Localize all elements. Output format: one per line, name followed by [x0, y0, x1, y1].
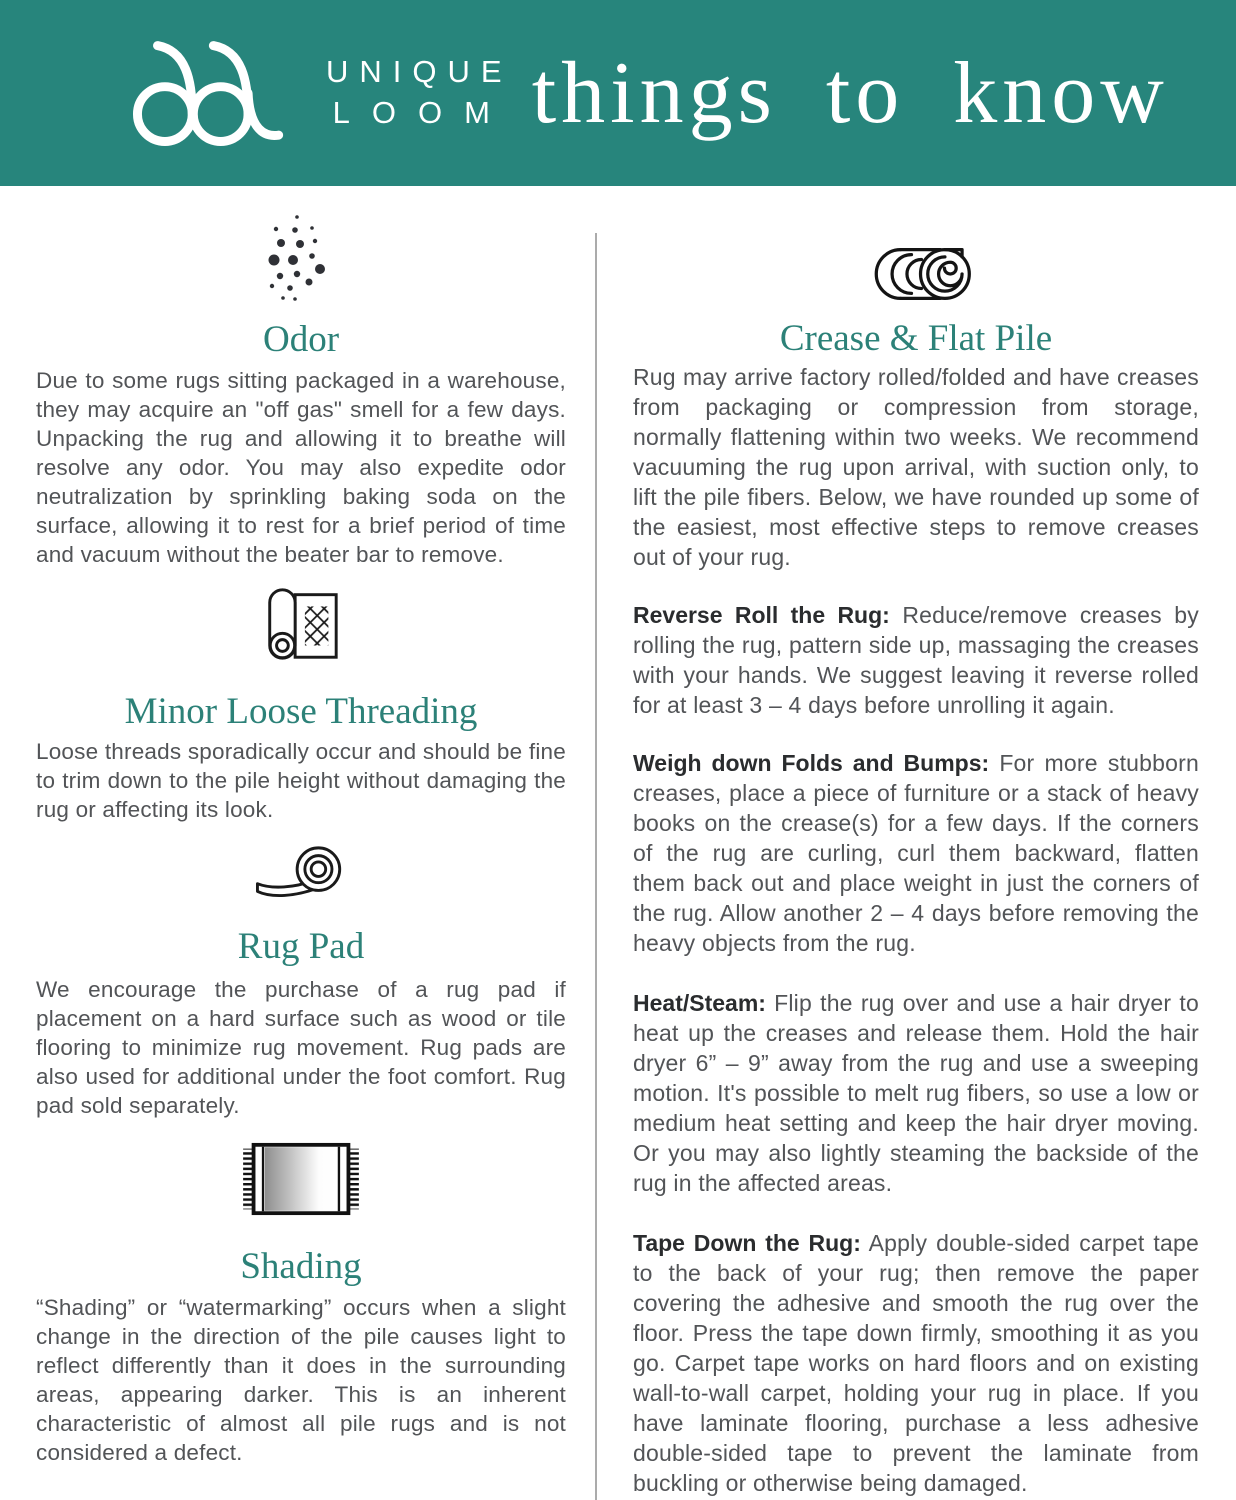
tip-reverse-roll: [633, 600, 1199, 720]
tip-tape-down: [633, 1228, 1199, 1498]
shaded-rug-icon: [239, 1142, 363, 1216]
unrolling-rug-icon: [261, 581, 341, 667]
shading-heading: Shading: [240, 1246, 362, 1287]
page-title: things to know: [531, 44, 1169, 142]
section-rug-pad: [36, 844, 566, 1120]
section-odor: [36, 213, 566, 569]
rug-pad-heading: Rug Pad: [237, 926, 365, 967]
brand-line1: UNIQUE: [326, 54, 513, 90]
tip-weigh-down-text: For more stubborn creases, place a piece of furniture or a stack of heavy books on the crease(s) for a few days. If the corners of the rug are curling, curl them backward, flatten them back out and place weight in just the corners of the rug. Allow another 2 – 4 days before removing the heavy objects from the rug.: [633, 750, 1199, 956]
left-column: [36, 186, 566, 1500]
tip-heat-steam: [633, 988, 1199, 1198]
brand-lockup: [108, 34, 513, 152]
shading-body: “Shading” or “watermarking” occurs when a slight change in the direction of the pile causes light to reflect differently than it does in the surrounding areas, appearing darker. This is an inherent characteristic of almost all pile rugs and is not considered a defect.: [36, 1295, 566, 1465]
right-column: [633, 186, 1199, 1500]
column-divider: [595, 233, 597, 1500]
tip-reverse-roll-text: Reduce/remove creases by rolling the rug, pattern side up, massaging the creases with your hands. We suggest leaving it reverse rolled for at least 3 – 4 days before unrolling it again.: [633, 602, 1200, 718]
rolled-rug-icon: [852, 246, 980, 302]
tip-tape-down-label: Tape Down the Rug:: [633, 1230, 861, 1256]
rug-pad-roll-icon: [251, 844, 351, 904]
tip-weigh-down: [633, 748, 1199, 958]
brand-line2: LOOM: [332, 95, 512, 130]
odor-body: Due to some rugs sitting packaged in a warehouse, they may acquire an "off gas" smell for a few days. Unpacking the rug and allowing it to breathe will resolve any odor. You may also expedite odor neutralization by sprinkling baking soda on the surface, allowing it to rest for a brief period of time and vacuum without the beater bar to remove.: [36, 368, 566, 567]
crease-heading: Crease & Flat Pile: [779, 318, 1053, 359]
tip-reverse-roll-label: Reverse Roll the Rug:: [633, 602, 890, 628]
unique-loom-logo-icon: [108, 34, 306, 152]
tip-tape-down-text: Apply double-sided carpet tape to the back of your rug; then remove the paper covering the adhesive and smooth the rug over the floor. Press the tape down firmly, smoothing it as you go. Carpet tape works on hard floors and on existing wall-to-wall carpet, holding your rug in place. If you have laminate flooring, purchase a less adhesive double-sided tape to prevent the laminate from buckling or otherwise being damaged.: [633, 1230, 1199, 1496]
odor-heading: Odor: [262, 319, 340, 360]
tip-heat-steam-label: Heat/Steam:: [633, 990, 766, 1016]
crease-intro: Rug may arrive factory rolled/folded and have creases from packaging or compression from storage, normally flattening within two weeks. We recommend vacuuming the rug upon arrival, with suction only, to lift the pile fibers. Below, we have rounded up some of the easiest, most effective steps to remove creases out of your rug.: [633, 364, 1199, 570]
header-banner: [0, 0, 1236, 186]
threading-body: Loose threads sporadically occur and should be fine to trim down to the pile height without damaging the rug or affecting its look.: [36, 739, 566, 822]
content-area: [0, 186, 1236, 1500]
tip-heat-steam-text: Flip the rug over and use a hair dryer to heat up the creases and release them. Hold the hair dryer 6” – 9” away from the rug and use a sweeping motion. It's possible to melt rug fibers, so use a low or medium heat setting and keep the hair dryer moving. Or you may also lightly steaming the backside of the rug in the affected areas.: [633, 990, 1199, 1196]
rug-pad-body: We encourage the purchase of a rug pad if placement on a hard surface such as wood or tile flooring to minimize rug movement. Rug pads are also used for additional under the foot comfort. Rug pad sold separately.: [36, 977, 566, 1118]
tip-weigh-down-label: Weigh down Folds and Bumps:: [633, 750, 990, 776]
brand-wordmark: [326, 52, 513, 134]
odor-dots-icon: [268, 213, 334, 301]
threading-heading: Minor Loose Threading: [124, 691, 478, 732]
section-shading: [36, 1142, 566, 1467]
section-minor-loose-threading: [36, 581, 566, 824]
